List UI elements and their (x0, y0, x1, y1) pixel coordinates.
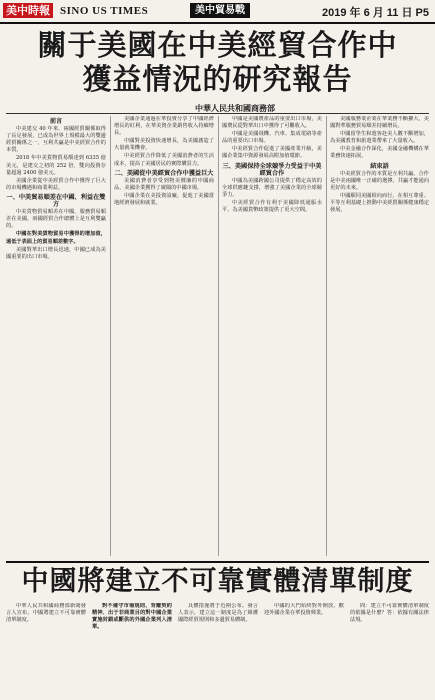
paragraph: 美國消費者享受到物美價廉的中國商品，美國企業獲得了廣闊的中國市場。 (114, 177, 214, 191)
publication-name: SINO US TIMES (60, 5, 149, 17)
paragraph: 中華人民共和國商務部新聞發言人宣布，中國將建立不可靠實體清單制度。 (6, 603, 86, 624)
preface-heading: 前言 (49, 118, 63, 125)
paragraph: 中國留學生和遊客赴美人數不斷增加，為美國教育和旅遊業帶來了大量收入。 (330, 131, 429, 145)
paragraph: 美國企業從中美經貿合作中獲得了巨大的市場機遇和商業利益。 (6, 177, 106, 191)
article-2-column-2 (92, 603, 172, 697)
paragraph: 中美經貿合作促進了美國產業升級，美國企業集中資源發展高附加值環節。 (222, 146, 322, 160)
paragraph: 美國對華出口增長迅速，中國已成為美國重要的出口市場。 (6, 246, 106, 260)
date-page: 2019 年 6 月 11 日 P5 (321, 7, 429, 19)
paragraph: 中美貨物貿易順差在中國，服務貿易順差在美國，兩國經貿合作總體上是互利雙贏的。 (6, 209, 106, 230)
paragraph: 對不遵守市場規則、背離契約精神、出于非商業目的對中國企業實施封鎖或斷供的外國企業列入清單。 (92, 603, 172, 631)
divider (6, 113, 429, 114)
paragraph: 中國為美國跨國公司提供了穩定高效的全球供應鏈支撐，增強了美國企業的全球競爭力。 (222, 177, 322, 198)
paragraph: 中美建交 40 年來，兩國經貿關係取得了長足發展，已成為世界上規模最大的雙邊經貿關係之一，互利共贏是中美經貿合作的本質。 (6, 126, 106, 154)
paragraph: 2018 年中美貨物貿易額達到 6335 億美元，是建交之初的 252 倍，雙向投資存量超過 2400 億美元。 (6, 155, 106, 176)
article-column-1 (6, 116, 106, 558)
paragraph: 中國企業在美投資設廠，促進了美國當地經濟發展和就業。 (114, 192, 214, 207)
article-byline: 中華人民共和國商務部 (195, 104, 275, 113)
column-divider (218, 116, 219, 556)
paragraph: 中國的大門始終對外開放，歡迎外國企業在華投資興業。 (264, 603, 344, 617)
paragraph: 中國願同美國相向而行，在相互尊重、平等互利基礎上推動中美經貿關係健康穩定發展。 (330, 192, 429, 214)
headline-line-1: 關于美國在中美經貿合作中 (37, 28, 398, 62)
article-column-3 (222, 116, 322, 558)
paragraph: 具體措施將于近期公布。發言人表示，建立這一制度是為了維護國際經貿規則和多邊貿易體制。 (178, 603, 258, 624)
article-2-column-3 (178, 603, 258, 697)
newspaper-logo: 美中時報 (3, 3, 53, 18)
paragraph: 中美經貿合作的本質是互利共贏。合作是中美兩國唯一正確的選擇，共贏才能通向更好的未來。 (330, 170, 429, 191)
paragraph: 問：建立不可靠實體清單制度的依據是什麼？答：依據有關法律法規。 (350, 603, 429, 624)
article-2-headline: 中國將建立不可靠實體清單制度 (21, 566, 414, 597)
article-headline (10, 28, 425, 96)
paragraph: 美國企業通過在華投資分享了中國經濟增長的紅利，在華美資企業銷售收入持續增長。 (114, 116, 214, 137)
masthead (0, 0, 435, 24)
headline-line-2: 獲益情況的研究報告 (82, 62, 353, 96)
article-2-column-1 (6, 603, 86, 697)
paragraph: 中國是美國農產品的重要出口市場，美國農民從對華出口中獲得了可觀收入。 (222, 116, 322, 130)
column-divider (110, 116, 111, 556)
article-column-2 (114, 116, 214, 558)
section-heading: 三、美國保持全球競爭力受益于中美經貿合作 (222, 162, 322, 177)
article-2-column-4 (264, 603, 344, 697)
paragraph: 美國服務業企業在華業務不斷擴大，美國對華服務貿易順差持續增長。 (330, 116, 429, 130)
section-label: 美中貿易戰 (190, 3, 250, 18)
paragraph: 中國是美國飛機、汽車、集成電路等產品的重要出口市場。 (222, 131, 322, 145)
article-2-column-5 (350, 603, 429, 697)
section-heading: 一、中美貿易順差在中國、利益在雙方 (6, 193, 106, 209)
paragraph: 中美經貿合作有利于美國降低通脹水平，為美國貨幣政策提供了更大空間。 (222, 200, 322, 214)
paragraph: 中美金融合作深化，美國金融機構在華業務快速拓展。 (330, 146, 429, 160)
paragraph: 中國在對美貨物貿易中獲得的增加值，遠低于表面上的貿易順差數字。 (6, 231, 106, 245)
column-divider (326, 116, 327, 556)
article-column-4 (330, 116, 429, 558)
article-divider (6, 561, 429, 563)
section-heading: 二、美國從中美經貿合作中獲益巨大 (114, 169, 214, 177)
paragraph: 中國對美投資快速增長，為美國創造了大量就業機會。 (114, 138, 214, 152)
conclusion-heading: 結束語 (370, 162, 389, 170)
paragraph: 中美經貿合作降低了美國消費者的生活成本，提高了美國居民的實際購買力。 (114, 153, 214, 167)
